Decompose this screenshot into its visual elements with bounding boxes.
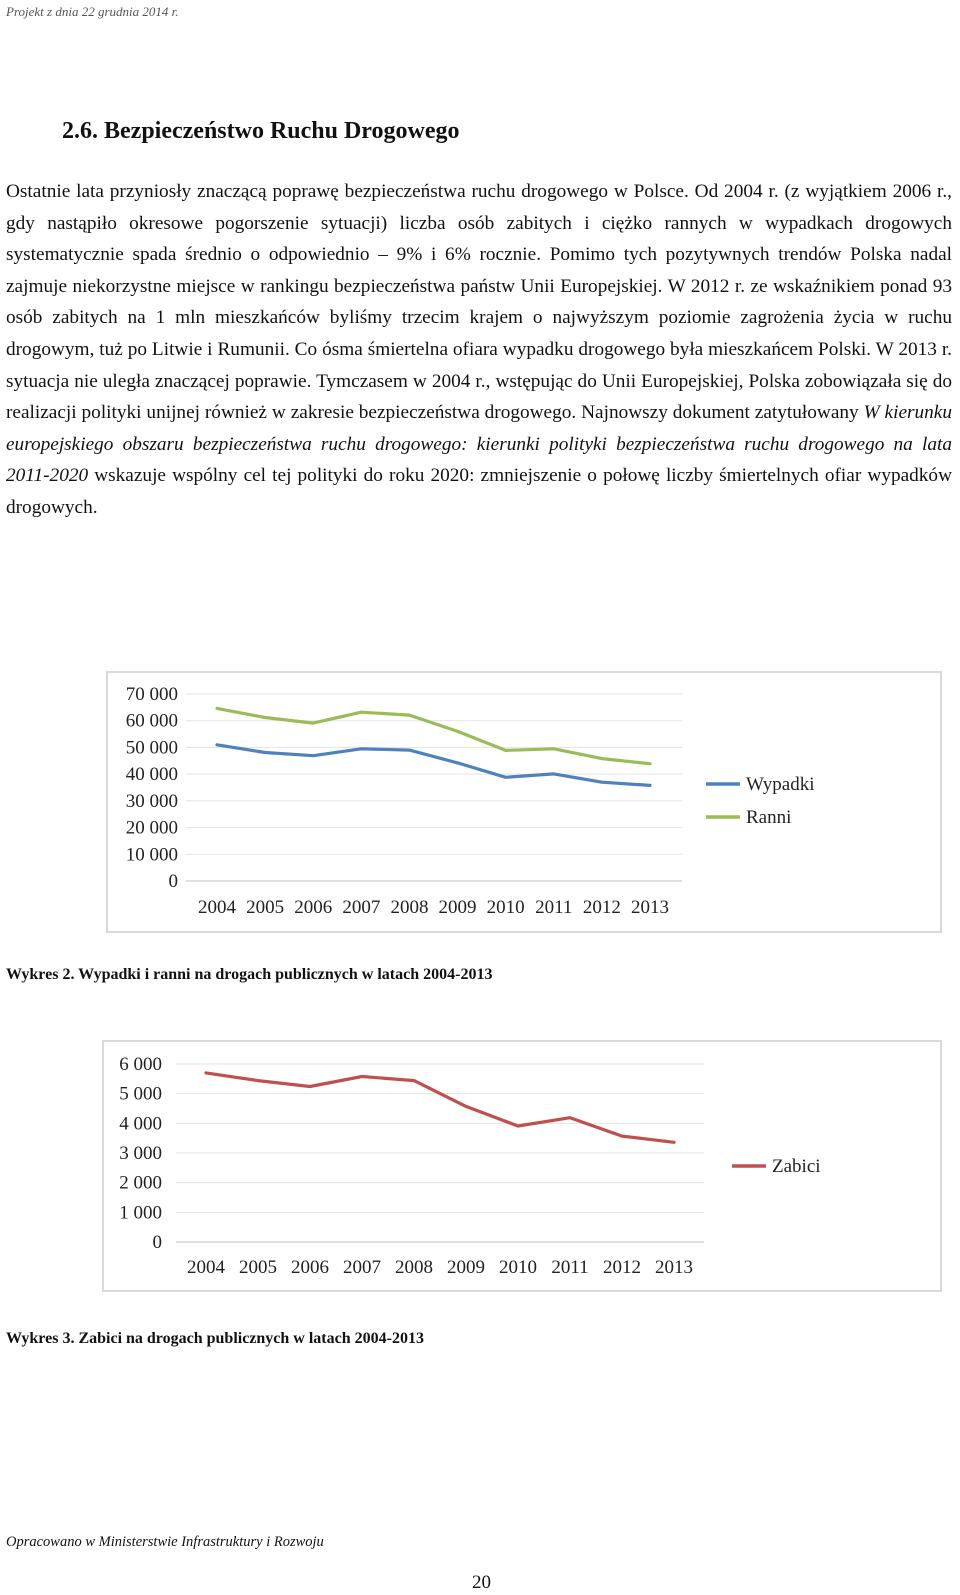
x-tick-label: 2006: [291, 1257, 329, 1278]
y-tick-label: 70 000: [125, 684, 178, 705]
body-paragraph: [6, 176, 952, 524]
y-tick-label: 3 000: [119, 1143, 162, 1164]
y-tick-label: 0: [168, 871, 178, 892]
y-tick-label: 6 000: [119, 1054, 162, 1075]
x-tick-label: 2011: [551, 1257, 589, 1278]
paragraph-text: Ostatnie lata przyniosły znaczącą poprawę bezpieczeństwa ruchu drogowego w Polsce. Od 2004 r. (z wyjątkiem 2006 r., gdy nastąpiło okresowe pogorszenie sytuacji) liczba osób zabitych i ciężko rannych w wypadkach drogowych systematycznie spada średnio o odpowiednio – 9% i 6% rocznie. Pomimo tych pozytywnych trendów Polska nadal zajmuje niekorzystne miejsce w rankingu bezpieczeństwa państw Unii Europejskiej. W 2012 r. ze wskaźnikiem ponad 93 osób zabitych na 1 mln mieszkańców byliśmy trzecim krajem o najwyższym poziomie zagrożenia życia w ruchu drogowym, tuż po Litwie i Rumunii. Co ósma śmiertelna ofiara wypadku drogowego była mieszkańcem Polski. W 2013 r. sytuacja nie uległa znaczącej poprawie. Tymczasem w 2004 r., wstępując do Unii Europejskiej, Polska zobowiązała się do realizacji polityki unijnej również w zakresie bezpieczeństwa drogowego. Najnowszy dokument zatytułowany: [6, 181, 952, 424]
x-tick-label: 2012: [582, 897, 621, 918]
y-tick-label: 4 000: [119, 1113, 162, 1135]
document-title-italic: W kierunku europejskiego obszaru bezpieczeństwa ruchu drogowego: kierunki polityki bezpieczeństwa ruchu drogowego na lata 2011-2020: [6, 402, 952, 487]
paragraph-text-end: wskazuje wspólny cel tej polityki do roku 2020: zmniejszenie o połowę liczby śmiertelnych ofiar wypadków drogowych.: [6, 465, 952, 518]
x-tick-label: 2006: [294, 897, 333, 918]
x-tick-label: 2008: [395, 1257, 433, 1278]
x-tick-label: 2013: [631, 897, 669, 918]
chart-caption-wykres-3: Wykres 3. Zabici na drogach publicznych w latach 2004-2013: [6, 1330, 424, 1347]
series-line-wypadki: [217, 745, 650, 786]
x-tick-label: 2009: [438, 897, 477, 918]
y-tick-label: 0: [152, 1232, 162, 1253]
x-tick-label: 2011: [535, 897, 573, 918]
page-number: 20: [472, 1572, 491, 1593]
chart-zabici-svg: [104, 1042, 940, 1290]
y-tick-label: 50 000: [125, 737, 178, 759]
legend-label-wypadki: Wypadki: [746, 774, 815, 795]
y-tick-label: 1 000: [119, 1202, 162, 1224]
legend-label-zabici: Zabici: [772, 1156, 821, 1177]
y-tick-label: 10 000: [125, 844, 178, 866]
x-tick-label: 2013: [655, 1257, 693, 1278]
chart-wypadki-ranni: [106, 671, 942, 933]
x-tick-label: 2010: [486, 897, 525, 918]
x-tick-label: 2005: [239, 1257, 277, 1278]
x-tick-label: 2010: [499, 1257, 537, 1278]
y-tick-label: 20 000: [125, 817, 178, 839]
y-tick-label: 2 000: [119, 1172, 162, 1194]
chart-wypadki-ranni-svg: [108, 673, 940, 931]
x-tick-label: 2012: [603, 1257, 641, 1278]
x-tick-label: 2007: [342, 897, 381, 918]
series-line-zabici: [206, 1073, 674, 1142]
x-tick-label: 2005: [246, 897, 285, 918]
legend-label-ranni: Ranni: [746, 807, 792, 828]
x-tick-label: 2004: [187, 1257, 225, 1278]
y-tick-label: 60 000: [125, 710, 178, 732]
x-tick-label: 2007: [343, 1257, 381, 1278]
x-tick-label: 2004: [198, 897, 236, 918]
chart-caption-wykres-2: Wykres 2. Wypadki i ranni na drogach publicznych w latach 2004-2013: [6, 966, 493, 983]
chart-zabici: [102, 1040, 942, 1292]
y-tick-label: 5 000: [119, 1083, 162, 1105]
page-footer: Opracowano w Ministerstwie Infrastruktury i Rozwoju: [6, 1534, 324, 1550]
y-tick-label: 30 000: [125, 790, 178, 812]
x-tick-label: 2008: [390, 897, 429, 918]
x-tick-label: 2009: [447, 1257, 485, 1278]
y-tick-label: 40 000: [125, 764, 178, 786]
page-header: Projekt z dnia 22 grudnia 2014 r.: [6, 4, 179, 19]
section-title: 2.6. Bezpieczeństwo Ruchu Drogowego: [62, 118, 460, 144]
